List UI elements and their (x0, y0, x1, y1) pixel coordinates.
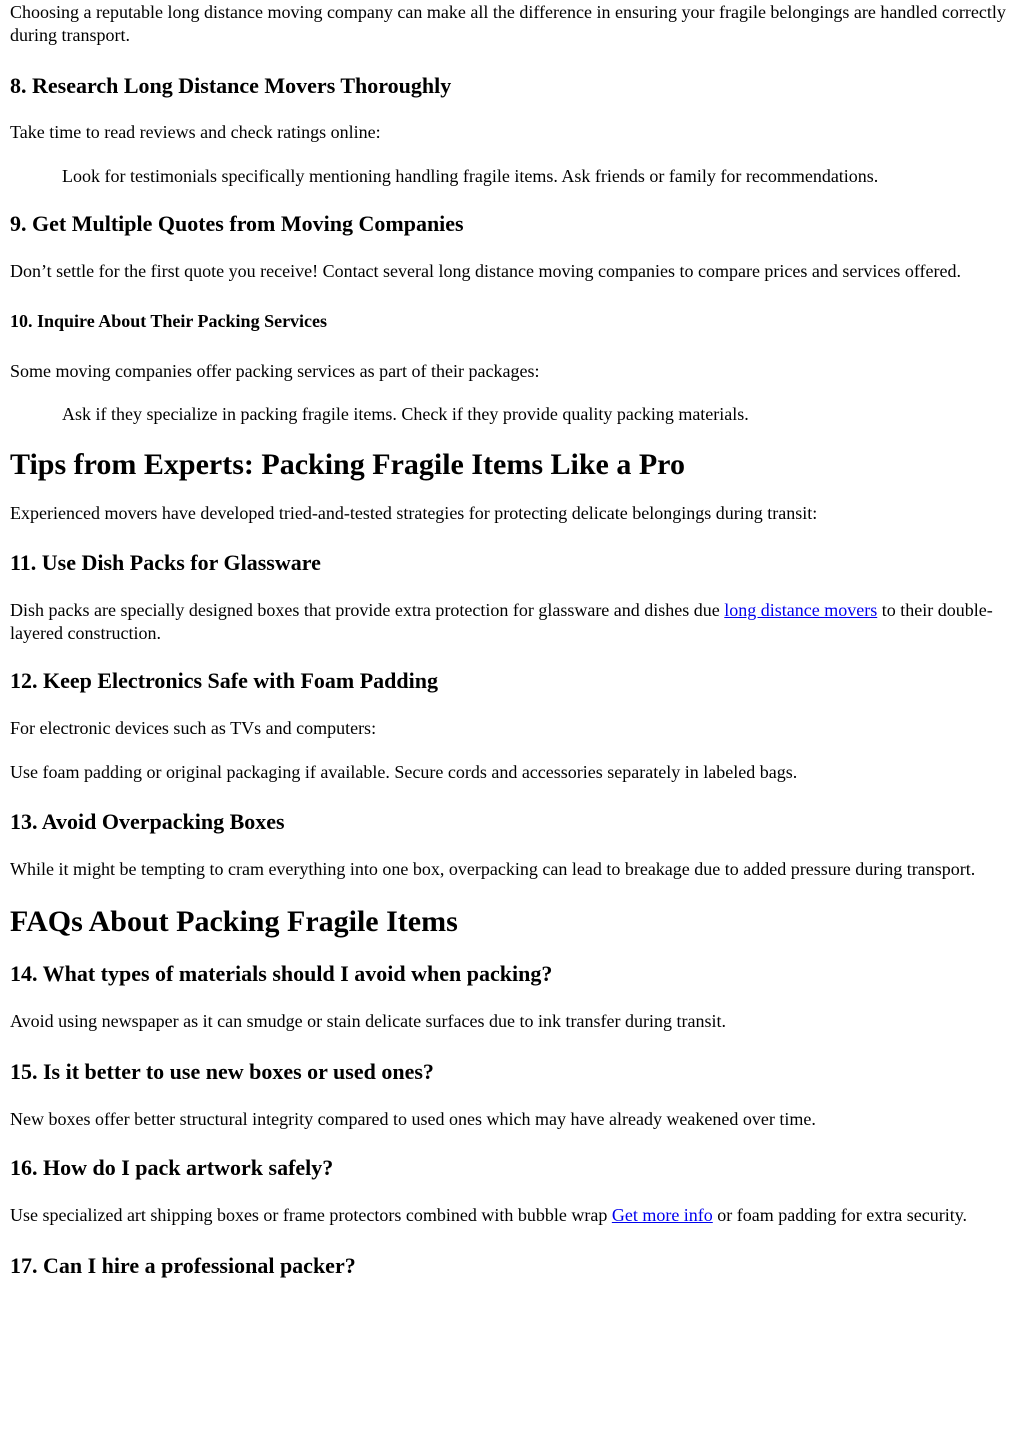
section-12-paragraph: Use foam padding or original packaging if available. Secure cords and accessories separately in labeled bags. (10, 762, 798, 782)
section-12-lead: For electronic devices such as TVs and computers: (10, 718, 377, 738)
section-16-text-after: or foam padding for extra security. (712, 1205, 968, 1225)
section-12-heading: 12. Keep Electronics Safe with Foam Padding (10, 668, 438, 693)
section-8-item: Look for testimonials specifically mentioning handling fragile items. Ask friends or family for recommendations. (62, 166, 879, 186)
section-9-paragraph: Don’t settle for the first quote you receive! Contact several long distance moving companies to compare prices and services offered. (10, 261, 962, 281)
long-distance-movers-link[interactable]: long distance movers (724, 600, 878, 620)
section-9-heading: 9. Get Multiple Quotes from Moving Companies (10, 211, 464, 236)
section-8-heading: 8. Research Long Distance Movers Thoroughly (10, 73, 452, 98)
faqs-heading: FAQs About Packing Fragile Items (10, 905, 458, 938)
section-8-lead: Take time to read reviews and check ratings online: (10, 122, 381, 142)
tips-paragraph: Experienced movers have developed tried-and-tested strategies for protecting delicate belongings during transit: (10, 503, 818, 523)
section-13-heading: 13. Avoid Overpacking Boxes (10, 809, 285, 834)
section-17-heading: 17. Can I hire a professional packer? (10, 1253, 356, 1278)
section-16-paragraph (10, 1204, 1014, 1227)
section-11-paragraph (10, 599, 1014, 645)
section-15-paragraph: New boxes offer better structural integrity compared to used ones which may have already weakened over time. (10, 1109, 816, 1129)
section-15-heading: 15. Is it better to use new boxes or used ones? (10, 1059, 434, 1084)
section-14-paragraph: Avoid using newspaper as it can smudge or stain delicate surfaces due to ink transfer during transit. (10, 1011, 726, 1031)
section-16-text-before: Use specialized art shipping boxes or frame protectors combined with bubble wrap (10, 1205, 612, 1225)
intro-paragraph: Choosing a reputable long distance moving company can make all the difference in ensuring your fragile belongings are handled correctly during transport. (10, 2, 1006, 45)
section-11-text-after: to their double-layered construction. (10, 600, 993, 643)
get-more-info-link[interactable]: Get more info (611, 1205, 713, 1225)
tips-heading: Tips from Experts: Packing Fragile Items Like a Pro (10, 448, 685, 481)
section-10-item: Ask if they specialize in packing fragile items. Check if they provide quality packing materials. (62, 404, 749, 424)
section-11-heading: 11. Use Dish Packs for Glassware (10, 550, 321, 575)
article (0, 1, 1024, 1280)
section-11-text-before: Dish packs are specially designed boxes that provide extra protection for glassware and dishes due (10, 600, 725, 620)
section-10-heading: 10. Inquire About Their Packing Services (10, 311, 328, 331)
section-14-heading: 14. What types of materials should I avoid when packing? (10, 961, 553, 986)
section-13-paragraph: While it might be tempting to cram everything into one box, overpacking can lead to breakage due to added pressure during transport. (10, 859, 976, 879)
section-16-heading: 16. How do I pack artwork safely? (10, 1155, 334, 1180)
section-10-lead: Some moving companies offer packing services as part of their packages: (10, 361, 540, 381)
